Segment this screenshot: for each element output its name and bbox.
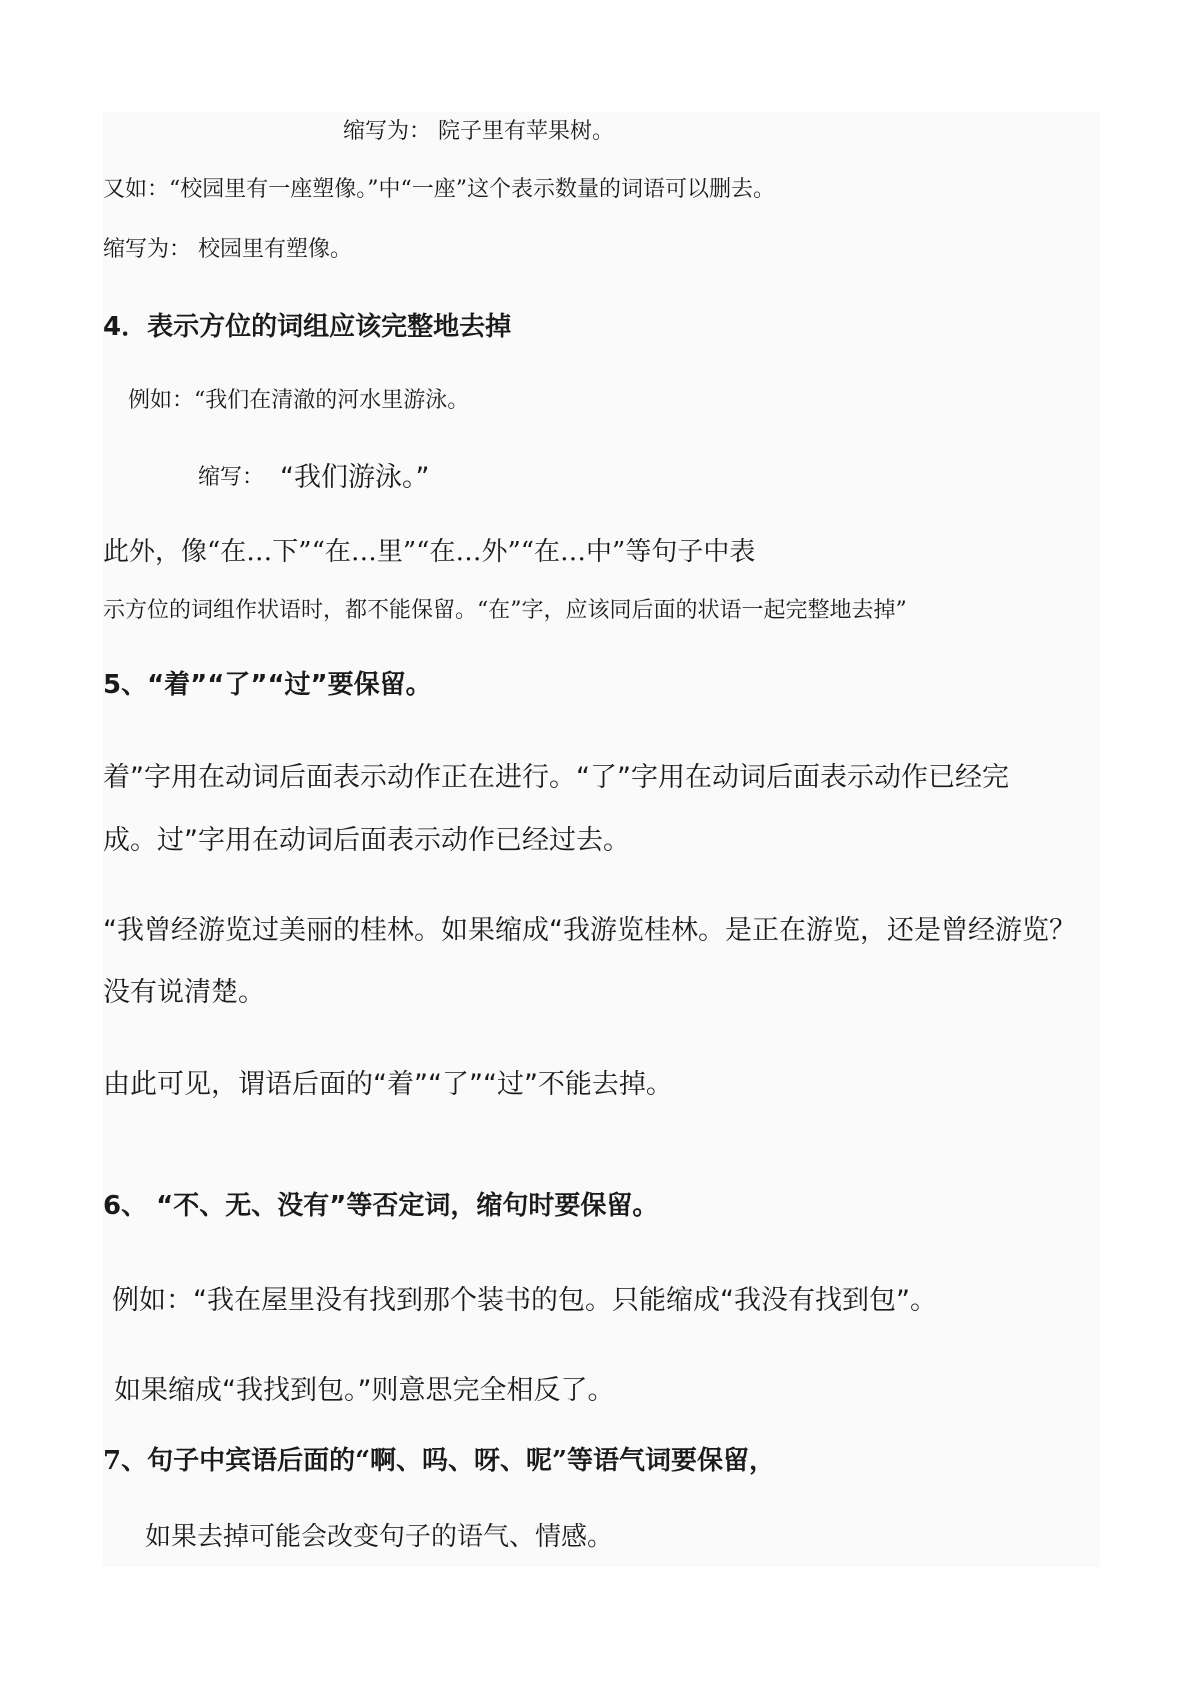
text-line-11: 着”字用在动词后面表示动作正在进行。“了”字用在动词后面表示动作已经完 [103, 762, 1009, 793]
heading-5: 5、“着”“了”“过”要保留。 [103, 670, 432, 700]
text-line-20: 如果去掉可能会改变句子的语气、情感。 [145, 1522, 614, 1552]
text-line-2: 又如：“校园里有一座塑像。”中“一座”这个表示数量的词语可以删去。 [103, 177, 775, 202]
text-line-17: 例如：“我在屋里没有找到那个装书的包。只能缩成“我没有找到包”。 [112, 1285, 937, 1316]
text-line-3: 缩写为： 校园里有塑像。 [103, 237, 352, 262]
heading-6: 6、 “不、无、没有”等否定词，缩句时要保留。 [103, 1191, 659, 1221]
text-line-1: 缩写为： 院子里有苹果树。 [343, 119, 614, 144]
text-line-9: 示方位的词组作状语时，都不能保留。“在”字，应该同后面的状语一起完整地去掉” [103, 598, 907, 623]
text-line-7: “我们游泳。” [280, 462, 430, 493]
text-line-13: “我曾经游览过美丽的桂林。如果缩成“我游览桂林。是正在游览，还是曾经游览？ [103, 915, 1076, 946]
text-line-6: 缩写： [198, 465, 265, 490]
text-line-14: 没有说清楚。 [103, 977, 265, 1008]
text-line-8: 此外，像“在…下”“在…里”“在…外”“在…中”等句子中表 [103, 537, 756, 567]
text-line-15: 由此可见，谓语后面的“着”“了”“过”不能去掉。 [103, 1069, 673, 1100]
heading-7: 7、句子中宾语后面的“啊、吗、呀、呢”等语气词要保留， [103, 1446, 776, 1476]
text-line-12: 成。过”字用在动词后面表示动作已经过去。 [103, 825, 630, 856]
text-line-18: 如果缩成“我找到包。”则意思完全相反了。 [114, 1375, 615, 1406]
heading-4: 4．表示方位的词组应该完整地去掉 [103, 312, 512, 342]
text-line-5: 例如：“我们在清澈的河水里游泳。 [128, 388, 470, 413]
